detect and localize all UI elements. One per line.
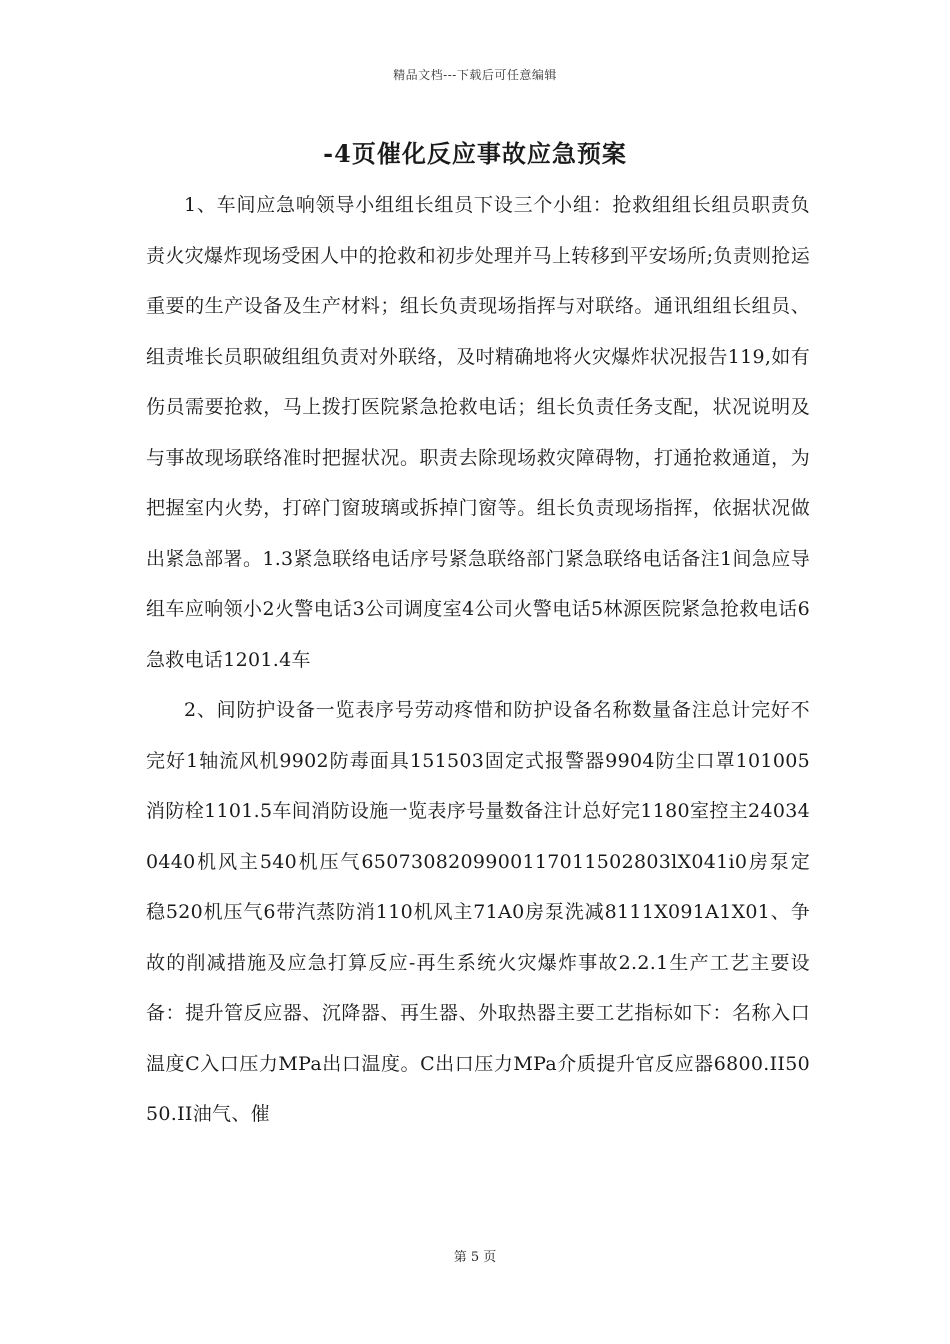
page-header: 精品文档---下载后可任意编辑 (393, 68, 557, 82)
paragraph-2: 2、间防护设备一览表序号劳动疼惜和防护设备名称数量备注总计完好不完好1轴流风机9902防毒面具151503固定式报警器9904防尘口罩101005消防栓1101.5车间消防设施一览表序号量数备注计总好完1180室控主240340440机风主540机压气6507308209900117011502803lX041i0房泵定稳520机压气6带汽蒸防消110机风主71A0房泵洗减8111X091A1X01、争故的削减措施及应急打算反应-再生系统火灾爆炸事故2.2.1生产工艺主要设备：提升管反应器、沉降器、再生器、外取热器主要工艺指标如下：名称入口温度C入口压力MPa出口温度。C出口压力MPa介质提升官反应器6800.II5050.II油气、催 (146, 699, 810, 1125)
paragraph-1: 1、车间应急响领导小组组长组员下设三个小组：抢救组组长组员职责负责火灾爆炸现场受困人中的抢救和初步处理并马上转移到平安场所;负责则抢运重要的生产设备及生产材料；组长负责现场指挥与对联络。通讯组组长组员、组责堆长员职破组组负责对外联络，及吋精确地将火灾爆炸状况报告119,如有伤员需要抢救，马上拨打医院紧急抢救电话；组长负责任务支配，状况说明及与事故现场联络准时把握状况。职责去除现场救灾障碍物，打通抢救通道，为把握室内火势，打碎门窗玻璃或拆掉门窗等。组长负责现场指挥，依据状况做出紧急部署。1.3紧急联络电话序号紧急联络部门紧急联络电话备注1间急应导组车应响领小2火警电话3公司调度室4公司火警电话5林源医院紧急抢救电话6急救电话1201.4车 (146, 194, 810, 671)
document-title: -4页催化反应事故应急预案 (323, 139, 627, 168)
page-number: 第 5 页 (453, 1250, 497, 1265)
document-body (146, 180, 810, 1140)
